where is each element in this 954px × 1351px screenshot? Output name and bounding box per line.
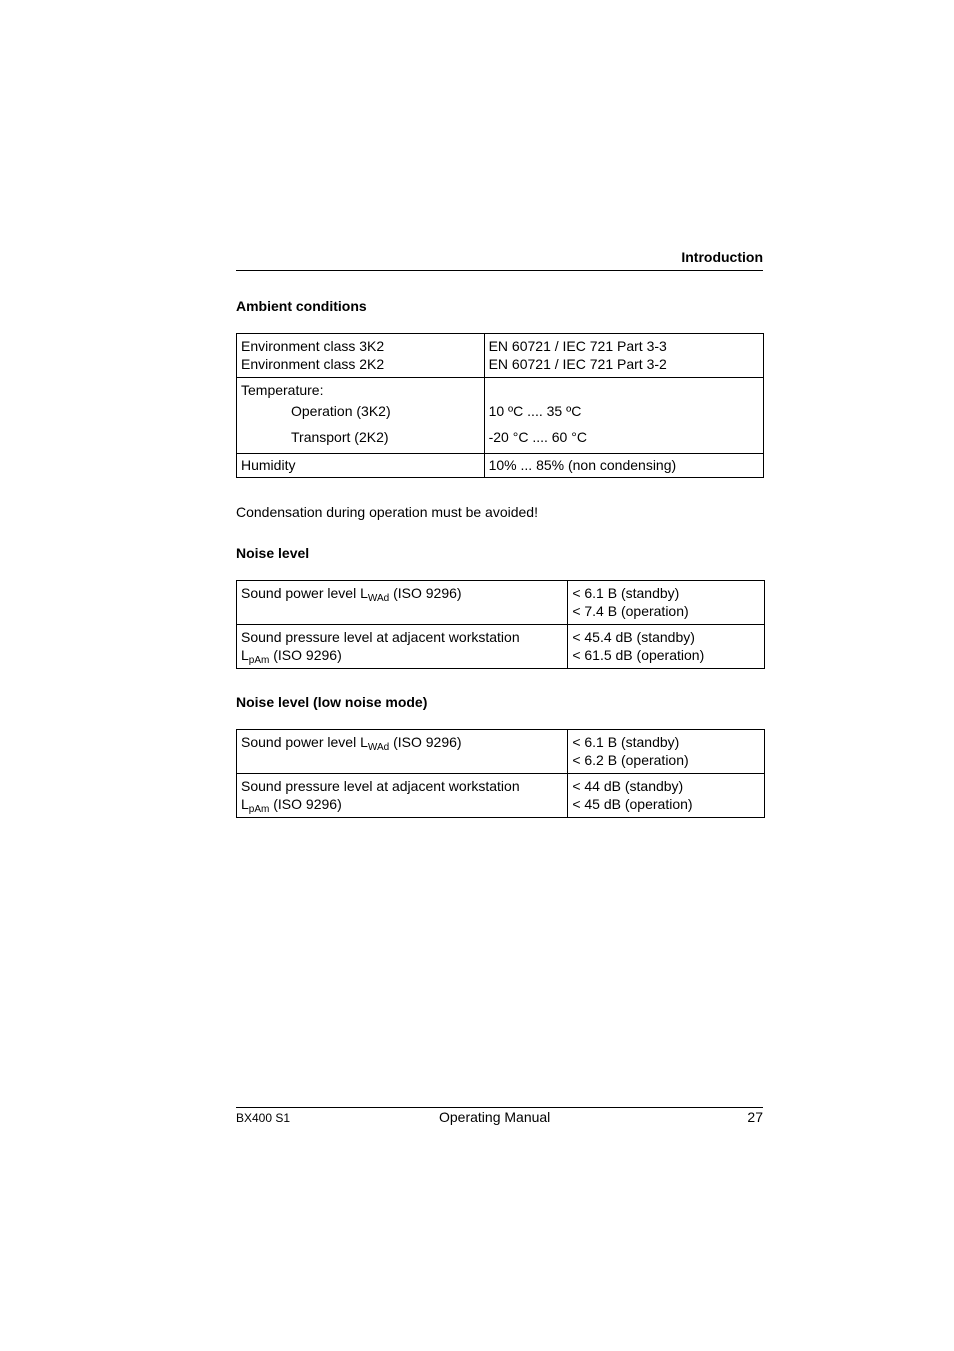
sound-power-label: Sound power level $L_{WAd}$ (ISO 9296)	[237, 581, 568, 625]
footer-manual-title: Operating Manual	[439, 1109, 551, 1125]
temperature-label: Temperature:	[241, 382, 324, 398]
humidity-value: 10% ... 85% (non condensing)	[484, 454, 763, 478]
sound-power-standby: < 6.1 B (standby)	[572, 585, 680, 601]
running-header-title: Introduction	[681, 249, 763, 265]
temperature-label-cell	[237, 378, 485, 454]
sound-pressure-operation: < 45 dB (operation)	[572, 796, 693, 812]
footer-page-number: 27	[747, 1109, 763, 1125]
table-row	[237, 334, 764, 378]
env-class-3k2-label: Environment class 3K2	[241, 338, 385, 354]
noise-level-low-heading: Noise level (low noise mode)	[236, 694, 428, 710]
temperature-transport-label: Transport (2K2)	[291, 429, 389, 445]
sound-pressure-operation: < 61.5 dB (operation)	[572, 647, 705, 663]
sound-power-standby: < 6.1 B (standby)	[572, 734, 680, 750]
noise-level-low-table	[236, 729, 765, 818]
env-class-2k2-value: EN 60721 / IEC 721 Part 3-2	[488, 356, 667, 372]
footer-rule	[236, 1107, 763, 1108]
sound-pressure-values	[568, 625, 765, 669]
env-class-value-cell	[484, 334, 763, 378]
env-class-3k2-value: EN 60721 / IEC 721 Part 3-3	[488, 338, 667, 354]
footer-product-name: BX400 S1	[236, 1111, 291, 1125]
sound-pressure-values	[568, 774, 765, 818]
table-row	[237, 774, 765, 818]
condensation-note: Condensation during operation must be avoided!	[236, 504, 538, 520]
sound-power-operation: < 6.2 B (operation)	[572, 752, 689, 768]
table-row	[237, 378, 764, 454]
sound-power-values	[568, 581, 765, 625]
env-class-label-cell	[237, 334, 485, 378]
sound-power-label: Sound power level $L_{WAd}$ (ISO 9296)	[237, 730, 568, 774]
sound-pressure-standby: < 44 dB (standby)	[572, 778, 684, 794]
ambient-conditions-table	[236, 333, 764, 478]
humidity-label: Humidity	[237, 454, 485, 478]
header-rule	[236, 270, 763, 271]
sound-pressure-label: Sound pressure level at adjacent workstation $L_{pAm}$ (ISO 9296)	[237, 625, 568, 669]
sound-pressure-label: Sound pressure level at adjacent workstation $L_{pAm}$ (ISO 9296)	[237, 774, 568, 818]
temperature-operation-label: Operation (3K2)	[291, 403, 391, 419]
table-row	[237, 581, 765, 625]
table-row	[237, 454, 764, 478]
noise-level-heading: Noise level	[236, 545, 310, 561]
sound-power-operation: < 7.4 B (operation)	[572, 603, 689, 619]
table-row	[237, 625, 765, 669]
sound-power-values	[568, 730, 765, 774]
temperature-operation-value: 10 ºC .... 35 ºC	[488, 403, 582, 419]
table-row	[237, 730, 765, 774]
sound-pressure-standby: < 45.4 dB (standby)	[572, 629, 695, 645]
ambient-conditions-heading: Ambient conditions	[236, 298, 367, 314]
env-class-2k2-label: Environment class 2K2	[241, 356, 385, 372]
temperature-value-cell	[484, 378, 763, 454]
noise-level-table	[236, 580, 765, 669]
temperature-transport-value: -20 °C .... 60 °C	[488, 429, 587, 445]
